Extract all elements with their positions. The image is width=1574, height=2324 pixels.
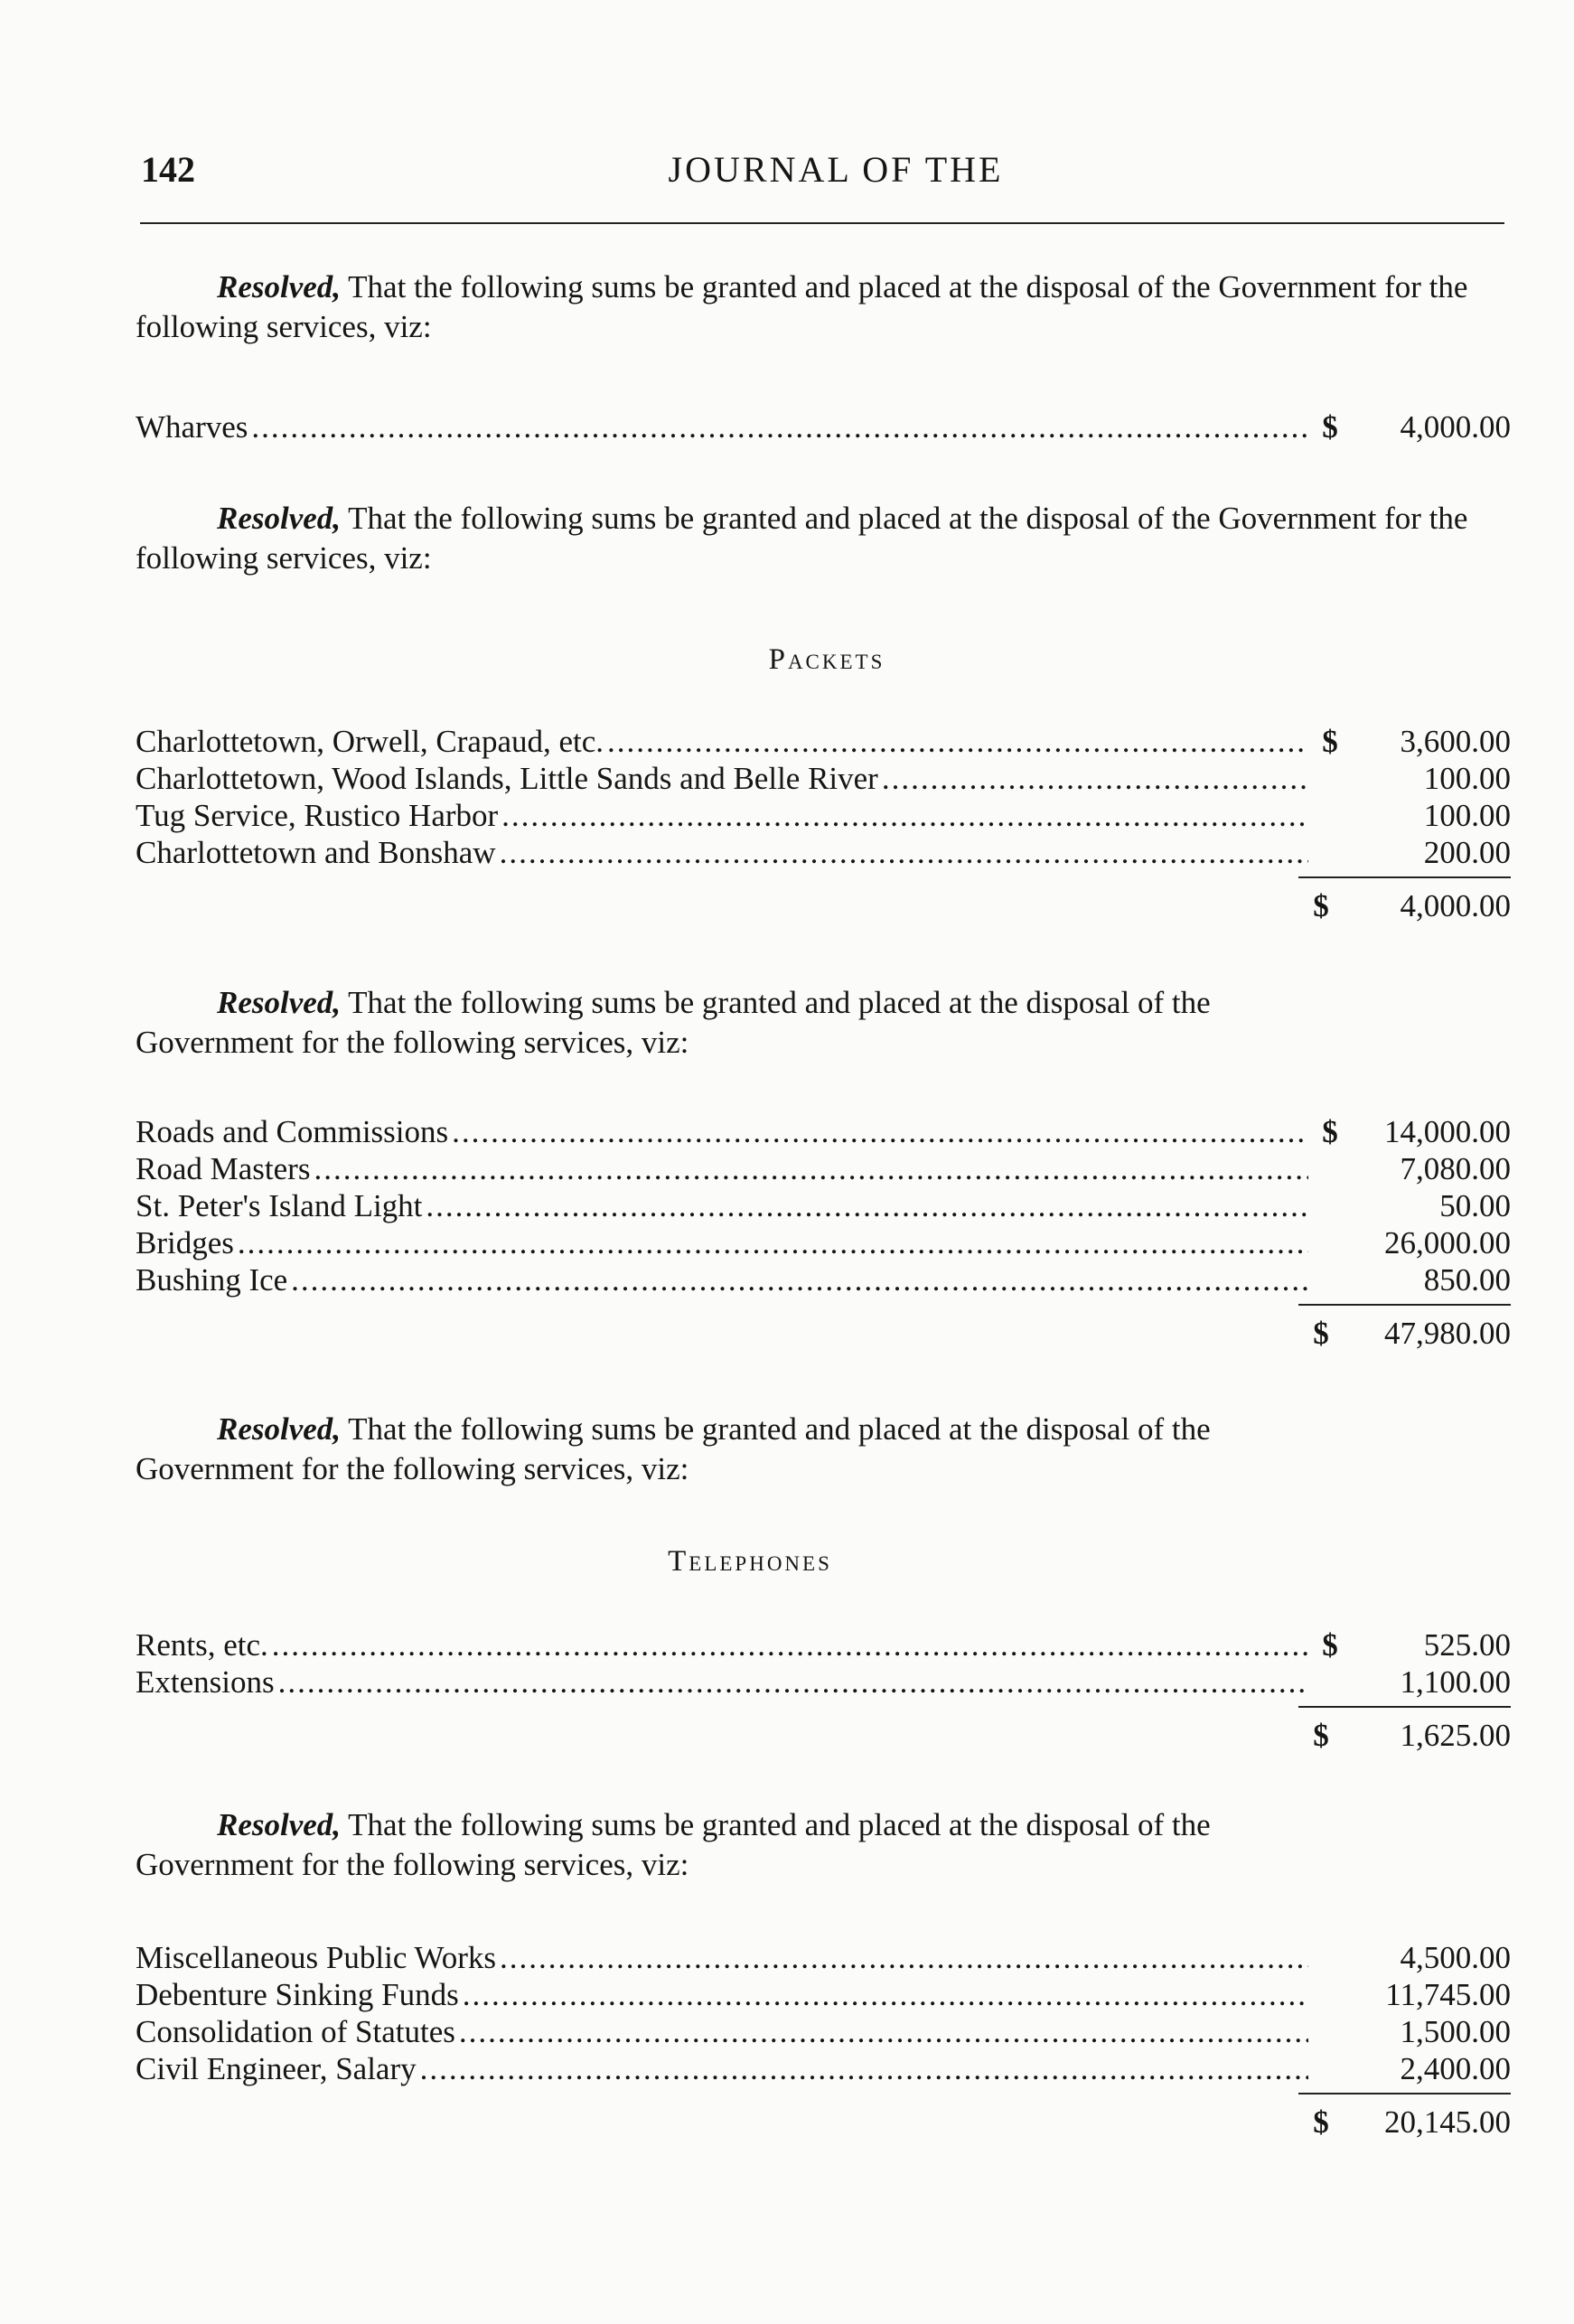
resolution-text [136, 499, 1518, 578]
dot-leader [463, 1976, 1308, 2013]
resolved-word: Resolved, [217, 501, 342, 536]
line-item [136, 408, 1511, 445]
item-label: Charlottetown, Wood Islands, Little Sands and Belle River [136, 761, 878, 796]
dot-leader [500, 834, 1308, 871]
dot-leader [882, 760, 1308, 797]
section-heading-telephones: Telephones [668, 1545, 832, 1578]
item-amount: 50.00 [1439, 1188, 1511, 1223]
item-amount: 7,080.00 [1400, 1151, 1511, 1186]
dollar-sign: $ [1322, 1114, 1338, 1149]
resolution-text [136, 1410, 1310, 1489]
item-label: Civil Engineer, Salary [136, 2051, 417, 2086]
resolved-word: Resolved, [217, 1411, 342, 1447]
item-amount: 200.00 [1423, 835, 1511, 870]
item-amount: 1,100.00 [1400, 1664, 1511, 1700]
item-label: Bridges [136, 1225, 234, 1260]
dollar-sign: $ [1313, 2104, 1329, 2140]
item-amount: 100.00 [1423, 798, 1511, 833]
item-label: Road Masters [136, 1151, 311, 1186]
resolution-packets [136, 499, 1518, 578]
item-label: Bushing Ice [136, 1262, 288, 1298]
item-label: Consolidation of Statutes [136, 2014, 455, 2049]
item-label: Debenture Sinking Funds [136, 1977, 459, 2012]
item-label: Miscellaneous Public Works [136, 1940, 496, 1975]
items-roads [136, 1113, 1511, 1356]
item-label: St. Peter's Island Light [136, 1188, 423, 1223]
section-total [136, 1311, 1511, 1356]
item-label: Rents, etc. [136, 1627, 268, 1663]
line-item [136, 1187, 1511, 1224]
item-amount: 4,500.00 [1400, 1940, 1511, 1975]
line-item [136, 1976, 1511, 2013]
item-label: Extensions [136, 1664, 275, 1700]
resolution-text [136, 983, 1310, 1063]
section-total [136, 2100, 1511, 2145]
total-rule [1298, 2093, 1511, 2094]
item-amount: 3,600.00 [1400, 724, 1511, 759]
items-packets [136, 723, 1511, 929]
item-amount: 11,745.00 [1385, 1977, 1511, 2012]
items-wharves [136, 408, 1511, 445]
line-item [136, 1626, 1511, 1663]
dot-leader [459, 2013, 1308, 2050]
items-miscellaneous [136, 1939, 1511, 2145]
section-total [136, 1713, 1511, 1758]
resolution-body: That the following sums be granted and placed at the disposal of the Government for the following services, viz: [136, 985, 1211, 1060]
item-amount: 1,500.00 [1400, 2014, 1511, 2049]
line-item [136, 1939, 1511, 1976]
dollar-sign: $ [1313, 888, 1329, 923]
dot-leader [500, 1939, 1308, 1976]
line-item [136, 834, 1511, 871]
resolution-miscellaneous [136, 1805, 1310, 1885]
item-amount: 525.00 [1423, 1627, 1511, 1663]
dot-leader [607, 723, 1308, 760]
items-telephones [136, 1626, 1511, 1758]
total-amount: 47,980.00 [1384, 1316, 1511, 1351]
dot-leader [420, 2050, 1308, 2087]
item-amount: 4,000.00 [1400, 409, 1511, 445]
dollar-sign: $ [1313, 1316, 1329, 1351]
dot-leader [251, 408, 1308, 445]
line-item [136, 2050, 1511, 2087]
running-head: JOURNAL OF THE [668, 149, 1004, 190]
item-amount: 850.00 [1423, 1262, 1511, 1298]
page-number: 142 [141, 149, 195, 190]
line-item [136, 797, 1511, 834]
dot-leader [238, 1224, 1308, 1261]
resolved-word: Resolved, [217, 269, 342, 305]
header-rule [140, 222, 1504, 224]
resolution-text [136, 1805, 1310, 1885]
item-amount: 2,400.00 [1400, 2051, 1511, 2086]
line-item [136, 760, 1511, 797]
dot-leader [314, 1150, 1308, 1187]
item-label: Wharves [136, 409, 248, 445]
total-amount: 20,145.00 [1384, 2104, 1511, 2140]
resolution-body: That the following sums be granted and placed at the disposal of the Government for the following services, viz: [136, 1807, 1211, 1882]
resolution-telephones [136, 1410, 1310, 1489]
resolution-roads [136, 983, 1310, 1063]
item-amount: 26,000.00 [1384, 1225, 1511, 1260]
item-label: Charlottetown, Orwell, Crapaud, etc. [136, 724, 604, 759]
dot-leader [501, 797, 1308, 834]
line-item [136, 1261, 1511, 1298]
line-item [136, 723, 1511, 760]
resolution-body: That the following sums be granted and placed at the disposal of the Government for the following services, viz: [136, 1411, 1211, 1486]
dot-leader [291, 1261, 1308, 1298]
item-label: Charlottetown and Bonshaw [136, 835, 496, 870]
dollar-sign: $ [1322, 409, 1338, 445]
line-item [136, 1113, 1511, 1150]
total-amount: 1,625.00 [1400, 1718, 1511, 1753]
total-rule [1298, 1706, 1511, 1708]
resolution-body: That the following sums be granted and placed at the disposal of the Government for the following services, viz: [136, 269, 1468, 344]
total-rule [1298, 876, 1511, 878]
item-label: Roads and Commissions [136, 1114, 449, 1149]
dot-leader [272, 1626, 1308, 1663]
item-amount: 100.00 [1423, 761, 1511, 796]
resolution-wharves [136, 267, 1518, 347]
line-item [136, 1224, 1511, 1261]
total-rule [1298, 1304, 1511, 1306]
dot-leader [426, 1187, 1308, 1224]
section-heading-packets: Packets [768, 643, 885, 676]
item-amount: 14,000.00 [1384, 1114, 1511, 1149]
line-item [136, 1663, 1511, 1701]
resolution-body: That the following sums be granted and placed at the disposal of the Government for the following services, viz: [136, 501, 1468, 576]
dollar-sign: $ [1322, 724, 1338, 759]
dot-leader [452, 1113, 1308, 1150]
dot-leader [278, 1663, 1308, 1701]
resolved-word: Resolved, [217, 985, 342, 1020]
dollar-sign: $ [1322, 1627, 1338, 1663]
resolution-text [136, 267, 1518, 347]
resolved-word: Resolved, [217, 1807, 342, 1842]
line-item [136, 1150, 1511, 1187]
dollar-sign: $ [1313, 1718, 1329, 1753]
item-label: Tug Service, Rustico Harbor [136, 798, 499, 833]
line-item [136, 2013, 1511, 2050]
page-header [136, 148, 1500, 202]
total-amount: 4,000.00 [1400, 888, 1511, 923]
section-total [136, 884, 1511, 929]
